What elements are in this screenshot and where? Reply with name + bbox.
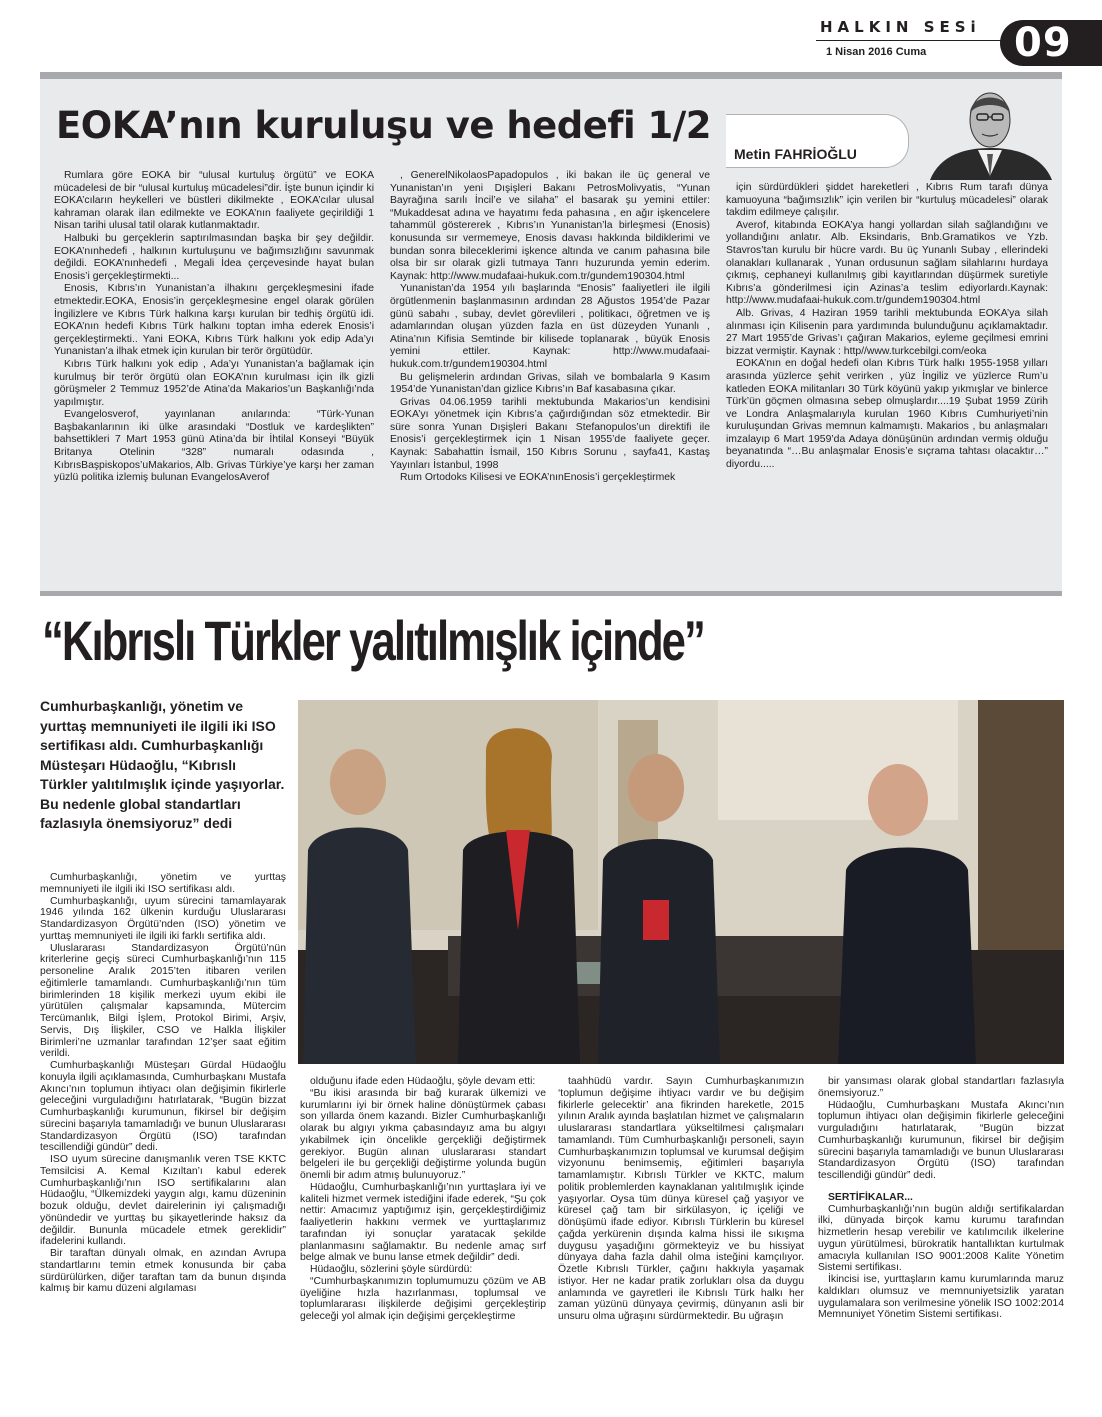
article-column-3 — [558, 1076, 804, 1323]
paragraph: “Bu ikisi arasında bir bağ kurarak ülkemizi ve kurumlarını iyi bir örnek haline dönüştürmek çabası son yıllarda önem kazandı. Bizler Cumhurbaşkanlığı olarak bu algıyı yıkma çabasındayız ama bu algıyı yıkabilmek için öncelikle gerçekliği değiştirmek gerekiyor. Bugün alınan uluslararası standart belgeleri ile bu gerçekliği değiştirme yolunda bugün önemli bir adım atmış bulunuyoruz.” — [300, 1087, 546, 1181]
paragraph: Cumhurbaşkanlığı’nın bugün aldığı sertifikalardan ilki, dünyada birçok kamu kurumu tarafından hizmetlerin hesap verebilir ve katılımcılık ilkelerine uygun yürütülmesi, bürokratik hantallıktan kurtulmak amacıyla kullanılan ISO 9001:2008 Kalite Yönetim Sistemi sertifikası. — [818, 1203, 1064, 1274]
paragraph: ISO uyum sürecine danışmanlık veren TSE KKTC Temsilcisi A. Kemal Kızıltan’ı kabul ederek Cumhurbaşkanlığı’nın ISO sertifikalarını alan Hüdaoğlu, “Ülkemizdeki yaygın algı, kamu düzeninin bozuk olduğu, devlet dairelerinin iyi çalışmadığı yönündedir ve yurttaş bu şikayetlerinde haksız da değildir. Bununla mücadele etmek gereklidir” ifadelerini kullandı. — [40, 1154, 286, 1248]
column-bottom-rule — [40, 591, 1062, 596]
article-photo — [298, 700, 1064, 1064]
page-number: 09 — [1014, 20, 1072, 66]
masthead-rule — [816, 40, 1012, 41]
issue-date: 1 Nisan 2016 Cuma — [826, 46, 927, 58]
article-headline: “Kıbrıslı Türkler yalıtılmışlık içinde” — [42, 609, 704, 672]
paragraph: bir yansıması olarak global standartları fazlasıyla önemsiyoruz.” — [818, 1076, 1064, 1099]
paragraph: Alb. Grivas, 4 Haziran 1959 tarihli mektubunda EOKA’ya silah alınması için Kilisenin para yardımında bulunduğunu açıklamaktadır. 27 Mart 1955’de Grivas’ı çağıran Makarios, eyleme geçilmesi emrini bizzat vermiştir. Kaynak : http//www.turkcebilgi.com/eoka — [726, 307, 1048, 357]
article-column-4 — [818, 1076, 1064, 1321]
paragraph: Bir taraftan dünyalı olmak, en azından Avrupa standartlarını temin etmek konusunda bir çaba sürdürülürken, diğer taraftan tam da bunun dışında kalmış bir kamu düzeni algılaması — [40, 1248, 286, 1295]
paragraph: Hüdaoğlu, sözlerini şöyle sürdürdü: — [310, 1264, 473, 1275]
paragraph: Yunanistan’da 1954 yılı başlarında “Enosis” faaliyetleri ile ilgili örgütlenmenin başlanmasının ardından 28 Ağustos 1954’de Pazar günü sabahı , subay, devlet görevlileri , politikacı, öğretmen ve iş adamlarından oluşan yüzden fazla en üst düzeyden Yunanlı , Atina’nın Kifisia Semtinde bir kilisede toplanarak , büyük Enosis yemini ettiler. Kaynak: http://www.mudafaai-hukuk.com.tr/gundem190304.html — [390, 283, 710, 370]
article-lead: Cumhurbaşkanlığı, yönetim ve yurttaş memnuniyeti ile ilgili iki ISO sertifikası aldı. Cumhurbaşkanlığı Müsteşarı Hüdaoğlu, “Kıbrıslı Türkler yalıtılmışlık içinde yaşıyorlar. Bu nedenle global standartları fazlasıyla önemsiyoruz” dedi — [40, 698, 285, 831]
paragraph: Hüdaoğlu, Cumhurbaşkanı Mustafa Akıncı’nın toplumun ihtiyacı olan değişimin fikirlerle geleceğini vurguladığını hatırlatarak, “Bugün bizzat Cumhurbaşkanlığı kurumunun, fikirsel bir değişim sürecini başarıyla tamamladığı ve bunun Uluslararası Standardizasyon Örgütü (ISO) tarafından tescillendiği gündür” dedi. — [818, 1099, 1064, 1181]
column-text-3 — [726, 182, 1048, 472]
paragraph: , GenerelNikolaosPapadopulos , iki bakan ile üç general ve Yunanistan’ın yeni Dışişleri Bakanı PetrosMolivyatis, “Yunan Bayrağına sarılı İncil’e ve silaha” el basarak şu yemini ettiler: “Mukaddesat adına ve hayatımı feda pahasına , en ağır işkencelere tahammül göstererek , Kıbrıs’ın Yunanistan’la birleşmesi (Enosis) konusunda sır vermemeye, Enosis davası hakkında bildiklerimi ve bundan sonra bileceklerimi işkence altında ve canım pahasına bile olsa bir sır olarak gizli tutmaya Tanrı huzurunda yemin ederim. Kaynak: http://www.mudafaai-hukuk.com.tr/gundem190304.html — [390, 170, 710, 282]
paragraph: Bu gelişmelerin ardından Grivas, silah ve bombalarla 9 Kasım 1954’de Yunanistan’dan gizlice Kıbrıs’ın Baf kasabasına çıkar. — [390, 371, 710, 396]
author-name: Metin FAHRİOĞLU — [734, 146, 857, 162]
paragraph: taahhüdü vardır. Sayın Cumhurbaşkanımızın ‘toplumun değişime ihtiyacı vardır ve bu değişim fikirlerle gelecektir’ ana fikrinden hareketle, 2015 yılının Aralık ayında başlatılan hizmet ve çalışmaların uluslararası standartlara yükseltilmesi çalışmaları tamamlandı. Tüm Cumhurbaşkanlığı personeli, sayın Cumhurbaşkanımızın toplumsal ve kurumsal değişim vizyonunu benimsemiş, eğitimleri başarıyla tamamlamıştır. Kıbrıslı Türkler ve KKTC, malum politik problemlerden kaynaklanan yalıtılmışlık içinde yaşıyorlar. Oysa tüm dünya küresel çağ yaşıyor ve küresel çağ tam bir sirkülasyon, iç içeliği ve dönüşümü ifade ediyor. Kıbrıslı Türklerin bu küresel çağda yerkürenin dışında kalma hissi ile sıkışma duygusu yaşadığını görmekteyiz ve bu hissiyat dünyaya daha fazla dahil olma isteğini kamçılıyor. Özetle Kıbrıslı Türkler, çağını hakkıyla yaşamak istiyor. Her ne kadar pratik zorlukları olsa da duygu anlamında ve gayretleri ile Kıbrıslı Türk halkı her zaman yüzünü dünyaya çevirmiş, dünyanın asli bir unsuru olma uğraşını sürdürmektedir. Bu uğraşın — [558, 1076, 804, 1322]
column-title: EOKA’nın kuruluşu ve hedefi 1/2 — [56, 104, 712, 147]
article-column-1 — [40, 872, 286, 1295]
paragraph: İkincisi ise, yurttaşların kamu kurumlarında maruz kaldıkları olumsuz ve memnuniyetsizlik yaratan uygulamalara son verilmesine yönelik ISO 1002:2014 Memnuniyet Yönetim Sistemi sertifikası. — [818, 1274, 1064, 1321]
paragraph: Uluslararası Standardizasyon Örgütü’nün kriterlerine geçiş süreci Cumhurbaşkanlığı’nın 115 personeline Aralık 2015’ten itibaren verilen eğitimlerle tamamlandı. Cumhurbaşkanlığı’nın tüm birimlerinden 18 kişilik merkezi uyum ekibi ile yürütülen çalışmalar kapsamında, Mütercim Tercümanlık, Bilgi İşlem, Protokol Birimi, Arşiv, Servis, Dış İlişkiler, CSO ve Halkla İlişkiler Birimleri’ne uzmanlar tarafından 12’şer saat eğitim verildi. — [40, 942, 286, 1060]
paragraph: “Cumhurbaşkanımızın toplumumuzu çözüm ve AB üyeliğine hızla hazırlanması, toplumsal ve toplumlararası ilişkilerde değişimi gerçekleştirip geleceği yol almak için değişimi gerçekleştirme — [300, 1275, 546, 1322]
paragraph: olduğunu ifade eden Hüdaoğlu, şöyle devam etti: — [310, 1076, 536, 1087]
paragraph: Rumlara göre EOKA bir “ulusal kurtuluş örgütü” ve EOKA mücadelesi de bir “ulusal kurtuluş mücadelesi”dir. İşte bunun içindir ki EOKA’cıların heykelleri ve büstleri dikilmekte , EOKA’cılar ulusal kahraman olarak ilan edilmekte ve EOKA’nın faaliyete geçirildiği 1 Nisan tarihi ulusal tatil olarak kutlanmaktadır. — [54, 170, 374, 232]
column-text-1 — [54, 170, 374, 485]
paragraph: Grivas 04.06.1959 tarihli mektubunda Makarios’un kendisini EOKA’yı yönetmek için Kıbrıs’a çağırdığından söz etmektedir. Bir süre sonra Yunan Dışişleri Bakanı Stefanopulos’un direktifi ile Enosis’i gerçekleştirmek için 1 Nisan 1955’de faaliyete geçer. Kaynak: Sabahattin İsmail, 150 Kıbrıs Sorunu , sayfa41, Kastaş Yayınları İstanbul, 1998 — [390, 396, 710, 471]
paragraph: Cumhurbaşkanlığı Müsteşarı Gürdal Hüdaoğlu konuyla ilgili açıklamasında, Cumhurbaşkanı Mustafa Akıncı’nın toplumun ihtiyacı olan değişimin fikirlerle geleceğini vurguladığını hatırlatarak, “Bugün bizzat Cumhurbaşkanlığı kurumunun, fikirsel bir değişim sürecini başarıyla tamamladığı ve bunun Uluslararası Standardizasyon Örgütü (ISO) tarafından tescillendiği gündür” dedi. — [40, 1060, 286, 1154]
paragraph: Cumhurbaşkanlığı, uyum sürecini tamamlayarak 1946 yılında 162 ülkenin kurduğu Uluslararası Standardizasyon Örgütü’nden (ISO) yönetim ve yurttaş memnuniyeti ile ilgili iki farklı sertifika aldı. — [40, 895, 286, 942]
paragraph: Averof, kitabında EOKA’ya hangi yollardan silah sağlandığını ve yollandığını anlatır. Alb. Eksindaris, Bnb.Gramatikos ve Yzb. Stavros’tan kurulu bir hücre vardı. Bu üç Yunanlı Subay , ellerindeki olanakları kullanarak , Yunan ordusunun sağlam silahlarını hurdaya çıkmış, cephaneyi kullanılmış gibi kayıtlarından düşürmek suretiyle Kıbrıs’a gönderilmesi için Azinas’a teslim ediyorlardı.Kaynak: http://www.mudafaai-hukuk.com.tr/gundem190304.html — [726, 219, 1048, 307]
spacer — [818, 1182, 1064, 1192]
column-text-2 — [390, 170, 710, 485]
paragraph: için sürdürdükleri şiddet hareketleri , Kıbrıs Rum tarafı dünya kamuoyuna “bağımsızlık” için verilen bir “kurtuluş mücadelesi” olarak takdim edilmeye çalışılır. — [726, 182, 1048, 219]
paragraph: Evangelosverof, yayınlanan anılarında: “Türk-Yunan Başbakanlarının iki ülke arasındaki “Dostluk ve kardeşlikten” bahsettikleri 7 Mart 1953 günü Atina’da bir İhtilal Konseyi “Büyük Britanya Otelinin “328” numaralı odasında , KıbrısBaşpiskopos’uMakarios, Alb. Grivas Türkiye’ye karşı her zaman yüzlü politika izlemiş bulunan EvangelosAverof — [54, 409, 374, 484]
paragraph: EOKA’nın en doğal hedefi olan Kıbrıs Türk halkı 1955-1958 yılları arasında yüzlerce şehit verirken , yüz İngiliz ve yüzlerce Rum’u katleden EOKA militanları 30 Türk köyünü yakıp yıkmışlar ve binlerce Türk’ün göçmen olmasına sebep olmuşlardır....19 Şubat 1959 Zürih ve Londra Anlaşmalarıyla kurulan 1960 Kıbrıs Cumhuriyeti’nin kuruluşundan Grivas memnun kalmamıştı. Makarios , bu anlaşmaları imzalayıp 6 Mart 1959’da Adaya dönüşünün ardından vermiş olduğu beyanatında “…Bu anlaşmalar Enosis’e sıçrama tahtası olacaktır…” diyordu..... — [726, 358, 1048, 471]
top-rule — [40, 72, 1062, 79]
paragraph: Kıbrıs Türk halkını yok edip , Ada’yı Yunanistan’a bağlamak için kurulmuş bir terör örgütü olan EOKA’nın kurulması için ilk gizli görüşmeler 2 Temmuz 1952’de Atina’da Makarios’un Başkanlığı’nda yapılmıştır. — [54, 358, 374, 408]
paragraph: Enosis, Kıbrıs’ın Yunanistan’a ilhakını gerçekleşmesini ifade etmektedir.EOKA, Enosis’in gerçekleşmesine engel olarak görülen İngilizlere ve Kıbrıs Türk halkına karşı kurulan bir tedhiş örgütü idi. EOKA’nın hedefi Kıbrıs Türk halkını toptan imha ederek Enosis’i gerçekleştirmekti.. Yani EOKA, Kıbrıs Türk halkını yok edip Ada’yı Yunanistan’a ilhak etmek için kurulan bir terör örgütüdür. — [54, 283, 374, 358]
article-column-2 — [300, 1076, 546, 1323]
paragraph: Rum Ortodoks Kilisesi ve EOKA’nınEnosis’i gerçekleştirmek — [400, 472, 676, 484]
newspaper-name: HALKIN SESi — [820, 18, 981, 36]
paragraph: Halbuki bu gerçeklerin saptırılmasından başka bir şey değildir. EOKA’nınhedefi , halkının kurtuluşunu ve bağımsızlığını savunmak değildi. EOKA’nınhedefi , Megali İdea çerçevesinde hayat bulan Enosis’i gerçekleştirmekti... — [54, 232, 374, 282]
paragraph: Hüdaoğlu, Cumhurbaşkanlığı’nın yurttaşlara iyi ve kaliteli hizmet vermek istediğini ifade ederek, “Şu çok nettir: Amacımız yaptığımız işin, gerçekleştirdiğimiz faaliyetlerin hakkını vermek ve yurttaşlarımız tarafından iyi sonuçlar yaratacak şekilde planlanmasını sağlamaktır. Bu nedenle amaç sırf belge almak ve bunu lanse etmek değildir” dedi. — [300, 1181, 546, 1264]
author-photo — [920, 80, 1062, 180]
paragraph: Cumhurbaşkanlığı, yönetim ve yurttaş memnuniyeti ile ilgili iki ISO sertifikası aldı. — [40, 872, 286, 895]
subheading: SERTİFİKALAR... — [828, 1191, 913, 1203]
